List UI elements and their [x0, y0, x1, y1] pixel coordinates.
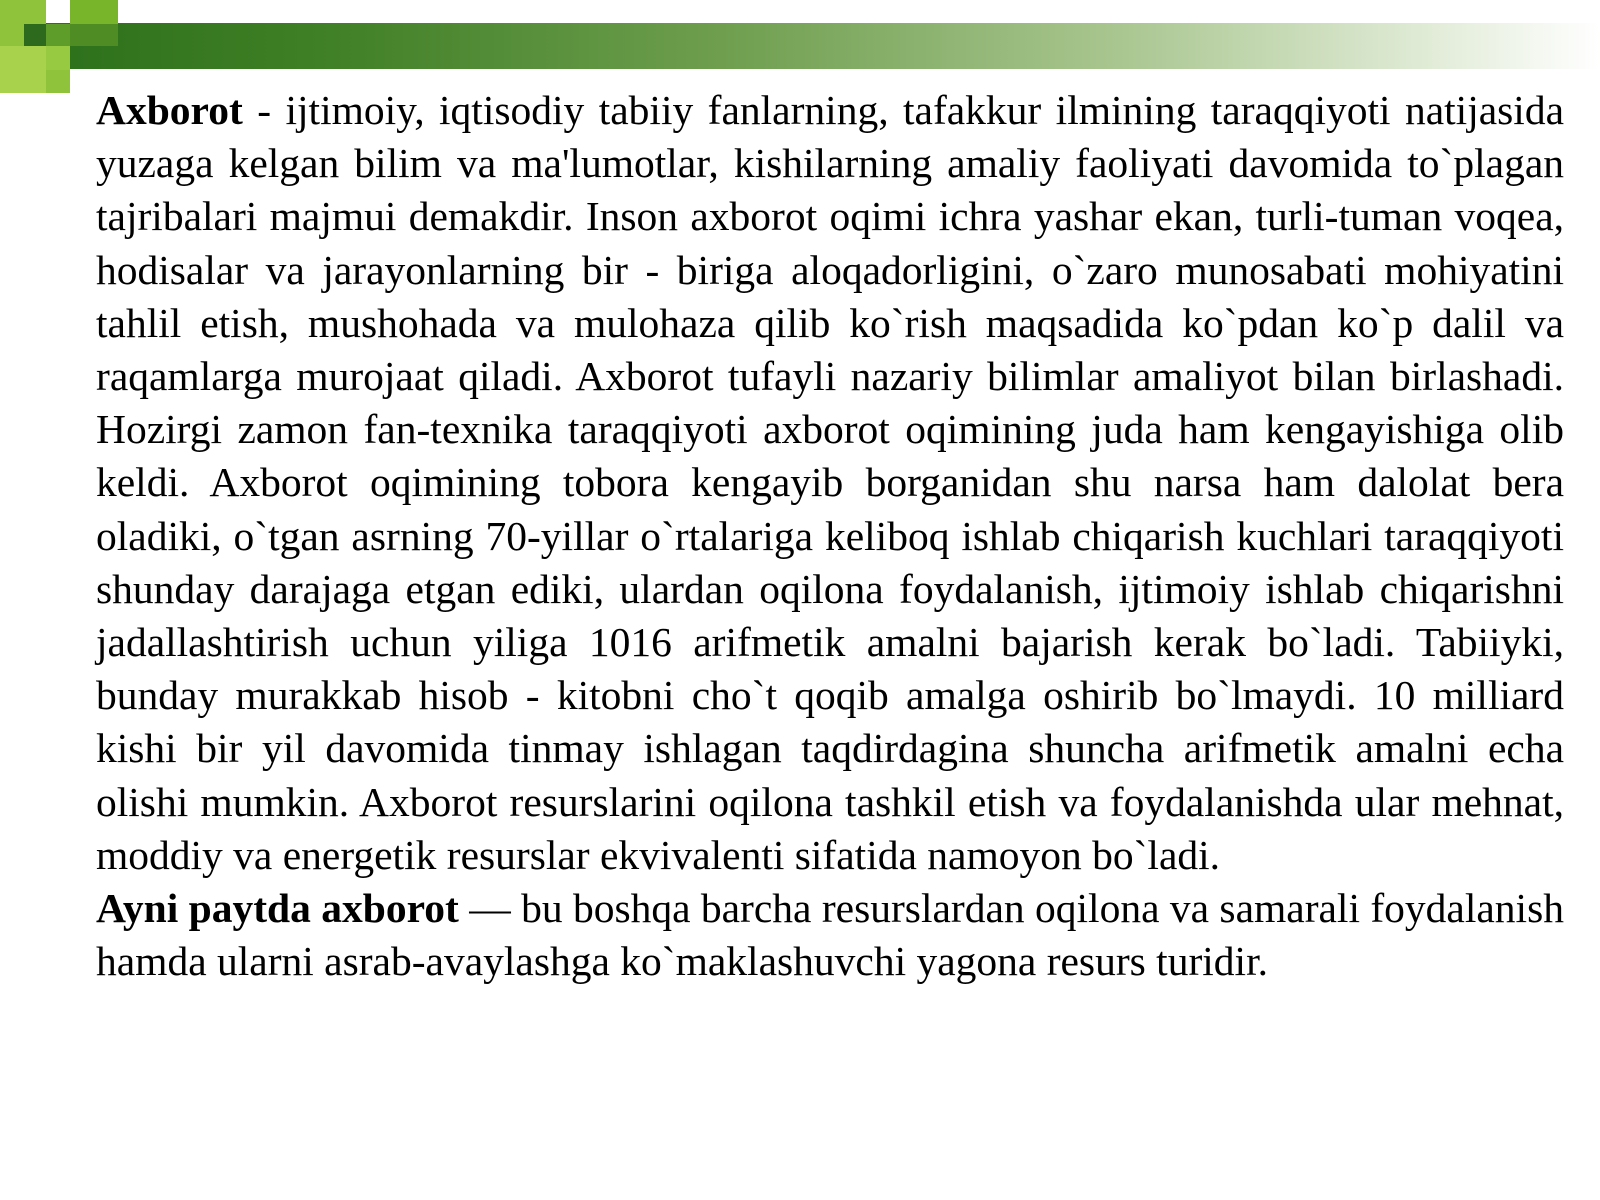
decorative-square — [70, 24, 118, 46]
decorative-square — [46, 70, 70, 93]
paragraph-axborot-definition — [96, 84, 1564, 882]
header-gradient-bar — [0, 23, 1600, 69]
paragraph-axborot-resource — [96, 882, 1564, 988]
decorative-square — [46, 24, 70, 46]
term-bold: Axborot — [96, 87, 243, 133]
decorative-square — [46, 46, 70, 70]
paragraph-text: - ijtimoiy, iqtisodiy tabiiy fanlarning, tafakkur ilmining taraqqiyoti natijasida yuzaga kelgan bilim va ma'lumotlar, kishilarning amaliy faoliyati davomida to`plagan tajribalari majmui demakdir. Inson axborot oqimi ichra yashar ekan, turli-tuman voqea, hodisalar va jarayonlarning bir - biriga aloqadorligini, o`zaro munosabati mohiyatini tahlil etish, mushohada va mulohaza qilib ko`rish maqsadida ko`pdan ko`p dalil va raqamlarga murojaat qiladi. Axborot tufayli nazariy bilimlar amaliyot bilan birlashadi. Hozirgi zamon fan-texnika taraqqiyoti axborot oqimining juda ham kengayishiga olib keldi. Axborot oqimining tobora kengayib borganidan shu narsa ham dalolat bera oladiki, o`tgan asrning 70-yillar o`rtalariga keliboq ishlab chiqarish kuchlari taraqqiyoti shunday darajaga etgan ediki, ulardan oqilona foydalanish, ijtimoiy ishlab chiqarishni jadallashtirish uchun yiliga 1016 arifmetik amalni bajarish kerak bo`ladi. Tabiiyki, bunday murakkab hisob - kitobni cho`t qoqib amalga oshirib bo`lmaydi. 10 milliard kishi bir yil davomida tinmay ishlagan taqdirdagina shuncha arifmetik amalni echa olishi mumkin. Axborot resurslarini oqilona tashkil etish va foydalanishda ular mehnat, moddiy va energetik resurslar ekvivalenti sifatida namoyon bo`ladi. — [96, 87, 1564, 878]
decorative-square — [70, 0, 118, 24]
slide-body-text — [96, 84, 1564, 988]
term-bold: Ayni paytda axborot — [96, 885, 459, 932]
paragraph-text: — bu boshqa barcha resurslardan oqilona va samarali foydalanish hamda ularni asrab-avaylashga ko`maklashuvchi yagona resurs turidir. — [96, 885, 1564, 985]
decorative-square — [0, 46, 46, 93]
decorative-square — [24, 24, 46, 46]
